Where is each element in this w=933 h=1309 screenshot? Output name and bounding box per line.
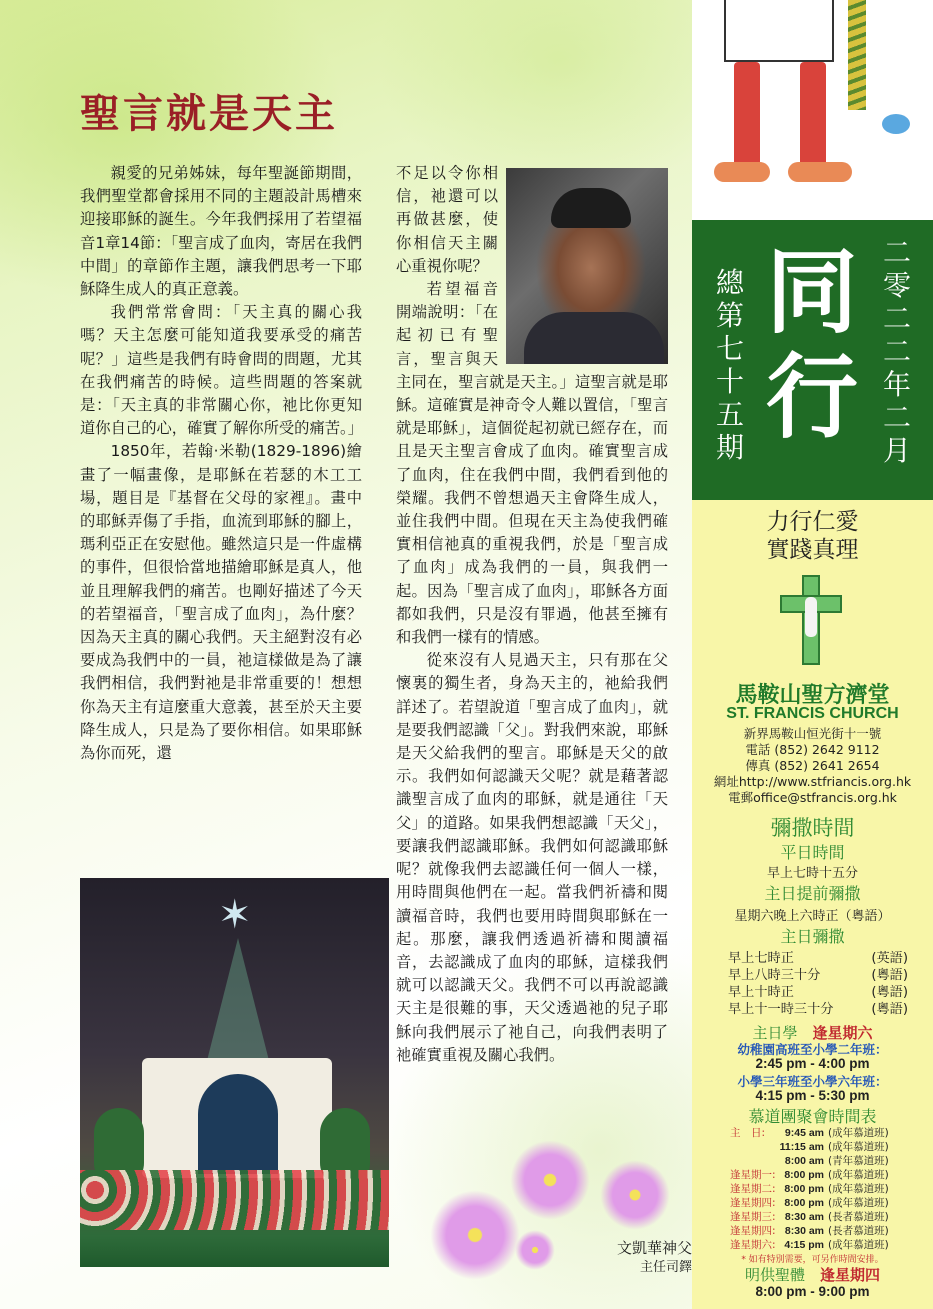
- illustration-leg: [800, 62, 826, 172]
- newsletter-title: 同 行: [765, 238, 858, 451]
- sunday-mass-row: 早上十一時三十分 (粵語): [728, 1002, 908, 1017]
- paragraph: 親愛的兄弟姊妹，每年聖誕節期間，我們聖堂都會採用不同的主題設計馬槽來迎接耶穌的誕生。今年我們採用了若望福音1章14節：「聖言成了血肉，寄居在我們中間」的章節作主題，讓我們思考一下耶穌降生成人的真正意義。: [80, 164, 362, 299]
- class-group-2: 小學三年班至小學六年班：: [737, 1074, 888, 1089]
- issue-number: 總 第 七 十 五 期: [715, 266, 744, 464]
- sunday-school-heading: 主日學 逢星期六: [752, 1024, 873, 1042]
- feet-illustration: [692, 0, 933, 220]
- nativity-scene-photo: [80, 878, 389, 1267]
- sunday-mass-row: 早上七時正 (英語): [728, 951, 908, 966]
- photo-manger-cave: [198, 1074, 278, 1174]
- weekday-heading: 平日時間: [780, 843, 845, 862]
- article-column-1: [80, 162, 362, 874]
- vigil-heading: 主日提前彌撒: [764, 884, 861, 903]
- paragraph: 不足以令你相信，祂還可以再做甚麼，使你相信天主關心重視你呢？: [396, 164, 498, 275]
- catechism-note: * 如有特別需要，可另作時間安排。: [741, 1255, 884, 1265]
- paragraph: 從來沒有人見過天主，只有那在父懷裏的獨生者，身為天主的，祂給我們詳述了。若望說道「聖言成了血肉」，就是要我們認識「父」。對我們來說，耶穌是天父給我們的聖言。耶穌是天父的啟示。我們如何認識天父呢？就是藉著認識聖言成了血肉的耶穌，就是通往「天父」的道路。如果我們想認識「天父」，要讓我們認識耶穌。我們如何認識耶穌呢？就像我們去認識任何一個人一樣，用時間與他們在一起。當我們祈禱和閱讀福音時，我們也要用時間與耶穌在一起。那麼，讓我們透過祈禱和閱讀福音，去認識成了血肉的耶穌，這樣我們就可以認識天父。我們不可以再說認識天主是很難的事，天父透過祂的兒子耶穌向我們展示了祂自己，向我們表明了祂確實重視及關心我們。: [396, 651, 668, 1064]
- adoration-heading: 明供聖體 逢星期四: [744, 1266, 881, 1284]
- class-group-2-time: 4:15 pm - 5:30 pm: [755, 1088, 870, 1103]
- catechism-row: 逢星期六: 4:15 pm (成年慕道班): [730, 1239, 889, 1251]
- issue-date: 二 零 二 二 年 二 月: [882, 236, 911, 467]
- flower-decoration-icon: [510, 1140, 590, 1220]
- author-role: 主任司鐸: [639, 1260, 692, 1275]
- catechism-row: 逢星期二: 8:00 pm (成年慕道班): [730, 1183, 889, 1195]
- catechism-row: 8:00 am (青年慕道班): [784, 1155, 889, 1167]
- catechism-row: 逢星期四: 8:30 am (長者慕道班): [730, 1225, 889, 1237]
- contact-info: [692, 726, 933, 806]
- mass-times-heading: 彌撒時間: [770, 816, 855, 840]
- weekday-time: 早上七時十五分: [766, 866, 858, 881]
- illustration-rope: [848, 0, 866, 110]
- article-column-2: [396, 162, 668, 1192]
- catechism-row: 逢星期三: 8:30 am (長者慕道班): [730, 1211, 889, 1223]
- masthead: [692, 220, 933, 500]
- website: 網址http://www.stfriancis.org.hk: [713, 774, 912, 789]
- author-signature: [582, 1238, 692, 1278]
- sunday-mass-heading: 主日彌撒: [780, 927, 845, 946]
- class-group-1-time: 2:45 pm - 4:00 pm: [755, 1056, 870, 1071]
- photo-shirt: [524, 312, 664, 364]
- catechism-row: 逢星期一: 8:00 pm (成年慕道班): [730, 1169, 889, 1181]
- bird-icon: [882, 114, 910, 134]
- fax: 傳真 (852) 2641 2654: [745, 758, 880, 773]
- catechism-row: 主 日: 9:45 am (成年慕道班): [730, 1127, 889, 1139]
- catechism-row: 逢星期四: 8:00 pm (成年慕道班): [730, 1197, 889, 1209]
- catechism-row: 11:15 am (成年慕道班): [779, 1141, 889, 1153]
- paragraph: 1850年，若翰·米勒(1829-1896)繪畫了一幅畫像，是耶穌在若瑟的木工工場，題目是『基督在父母的家裡』。畫中的耶穌弄傷了手指，血流到耶穌的腳上，瑪利亞正在安慰他。雖然這只是一件虛構的事件，但很恰當地描繪耶穌是真人，他並且理解我們的痛苦。也剛好描述了今天的若望福音，「聖言成了血肉」，為什麼？因為天主真的關心我們。天主絕對沒有必要成為我們中的一員，祂這樣做是為了讓我們相信，我們對祂是非常重要的！想想你為天主有這麼重大意義，甚至於天主要降生成人，只是為了要你相信。如果耶穌為你而死，還: [80, 442, 362, 763]
- sunday-mass-row: 早上八時三十分 (粵語): [728, 968, 908, 983]
- catechism-heading: 慕道團聚會時間表: [748, 1107, 877, 1126]
- flower-decoration-icon: [600, 1160, 670, 1230]
- vigil-time: 星期六晚上六時正（粵語）: [734, 909, 891, 924]
- illustration-foot: [788, 162, 852, 182]
- illustration-leg: [734, 62, 760, 172]
- church-name-en: ST. FRANCIS CHURCH: [726, 705, 899, 722]
- sunday-mass-row: 早上十時正 (粵語): [728, 985, 908, 1000]
- sidebar: [692, 0, 933, 1309]
- phone: 電話 (852) 2642 9112: [745, 742, 880, 757]
- flower-decoration-icon: [515, 1230, 555, 1270]
- illustration-foot: [714, 162, 770, 182]
- class-group-1: 幼稚園高班至小學二年班：: [737, 1042, 888, 1057]
- church-name-zh: 馬鞍山聖方濟堂: [735, 682, 890, 708]
- adoration-time: 8:00 pm - 9:00 pm: [755, 1284, 870, 1299]
- illustration-robe: [724, 0, 834, 62]
- email: 電郵office@stfrancis.org.hk: [728, 790, 897, 805]
- crucifix-icon: [780, 575, 842, 665]
- star-icon: ✶: [218, 892, 252, 938]
- photo-poinsettias: [80, 1170, 389, 1230]
- address: 新界馬鞍山恒光街十一號: [743, 726, 882, 741]
- paragraph: 我們常常會問：「天主真的關心我嗎？天主怎麼可能知道我要承受的痛苦呢？」這些是我們有時會問的問題，尤其在我們痛苦的時候。這些問題的答案就是：「天主真的非常關心你，祂比你更知道你自己的心，確實了解你所受的痛苦。」: [80, 303, 363, 438]
- paragraph: 若望福音開端說明：「在起初已有聖言，聖言與天主同在，聖言就是天主。」這聖言就是耶穌。這確實是神奇令人難以置信，「聖言就是耶穌」，這個從起初就已經存在，而且是天主聖言會成了血肉。確實聖言成了血肉，住在我們中間，我們看到他的榮耀。我們不曾想過天主會降生成人，並住我們中間。但現在天主為使我們確實相信祂真的重視我們，於是「聖言成了血肉」成為我們的一員，與我們一起。因為「聖言成了血肉」，耶穌各方面都如我們，只是沒有罪過，他甚至擁有和我們一樣有的情感。: [396, 280, 668, 647]
- priest-portrait-photo: [506, 168, 668, 364]
- flower-decoration-icon: [430, 1190, 520, 1280]
- motto: 力行仁愛 實踐真理: [766, 509, 859, 563]
- article-title: 聖言就是天主: [80, 90, 338, 137]
- photo-hair: [551, 188, 631, 228]
- author-name: 文凱華神父: [616, 1239, 692, 1257]
